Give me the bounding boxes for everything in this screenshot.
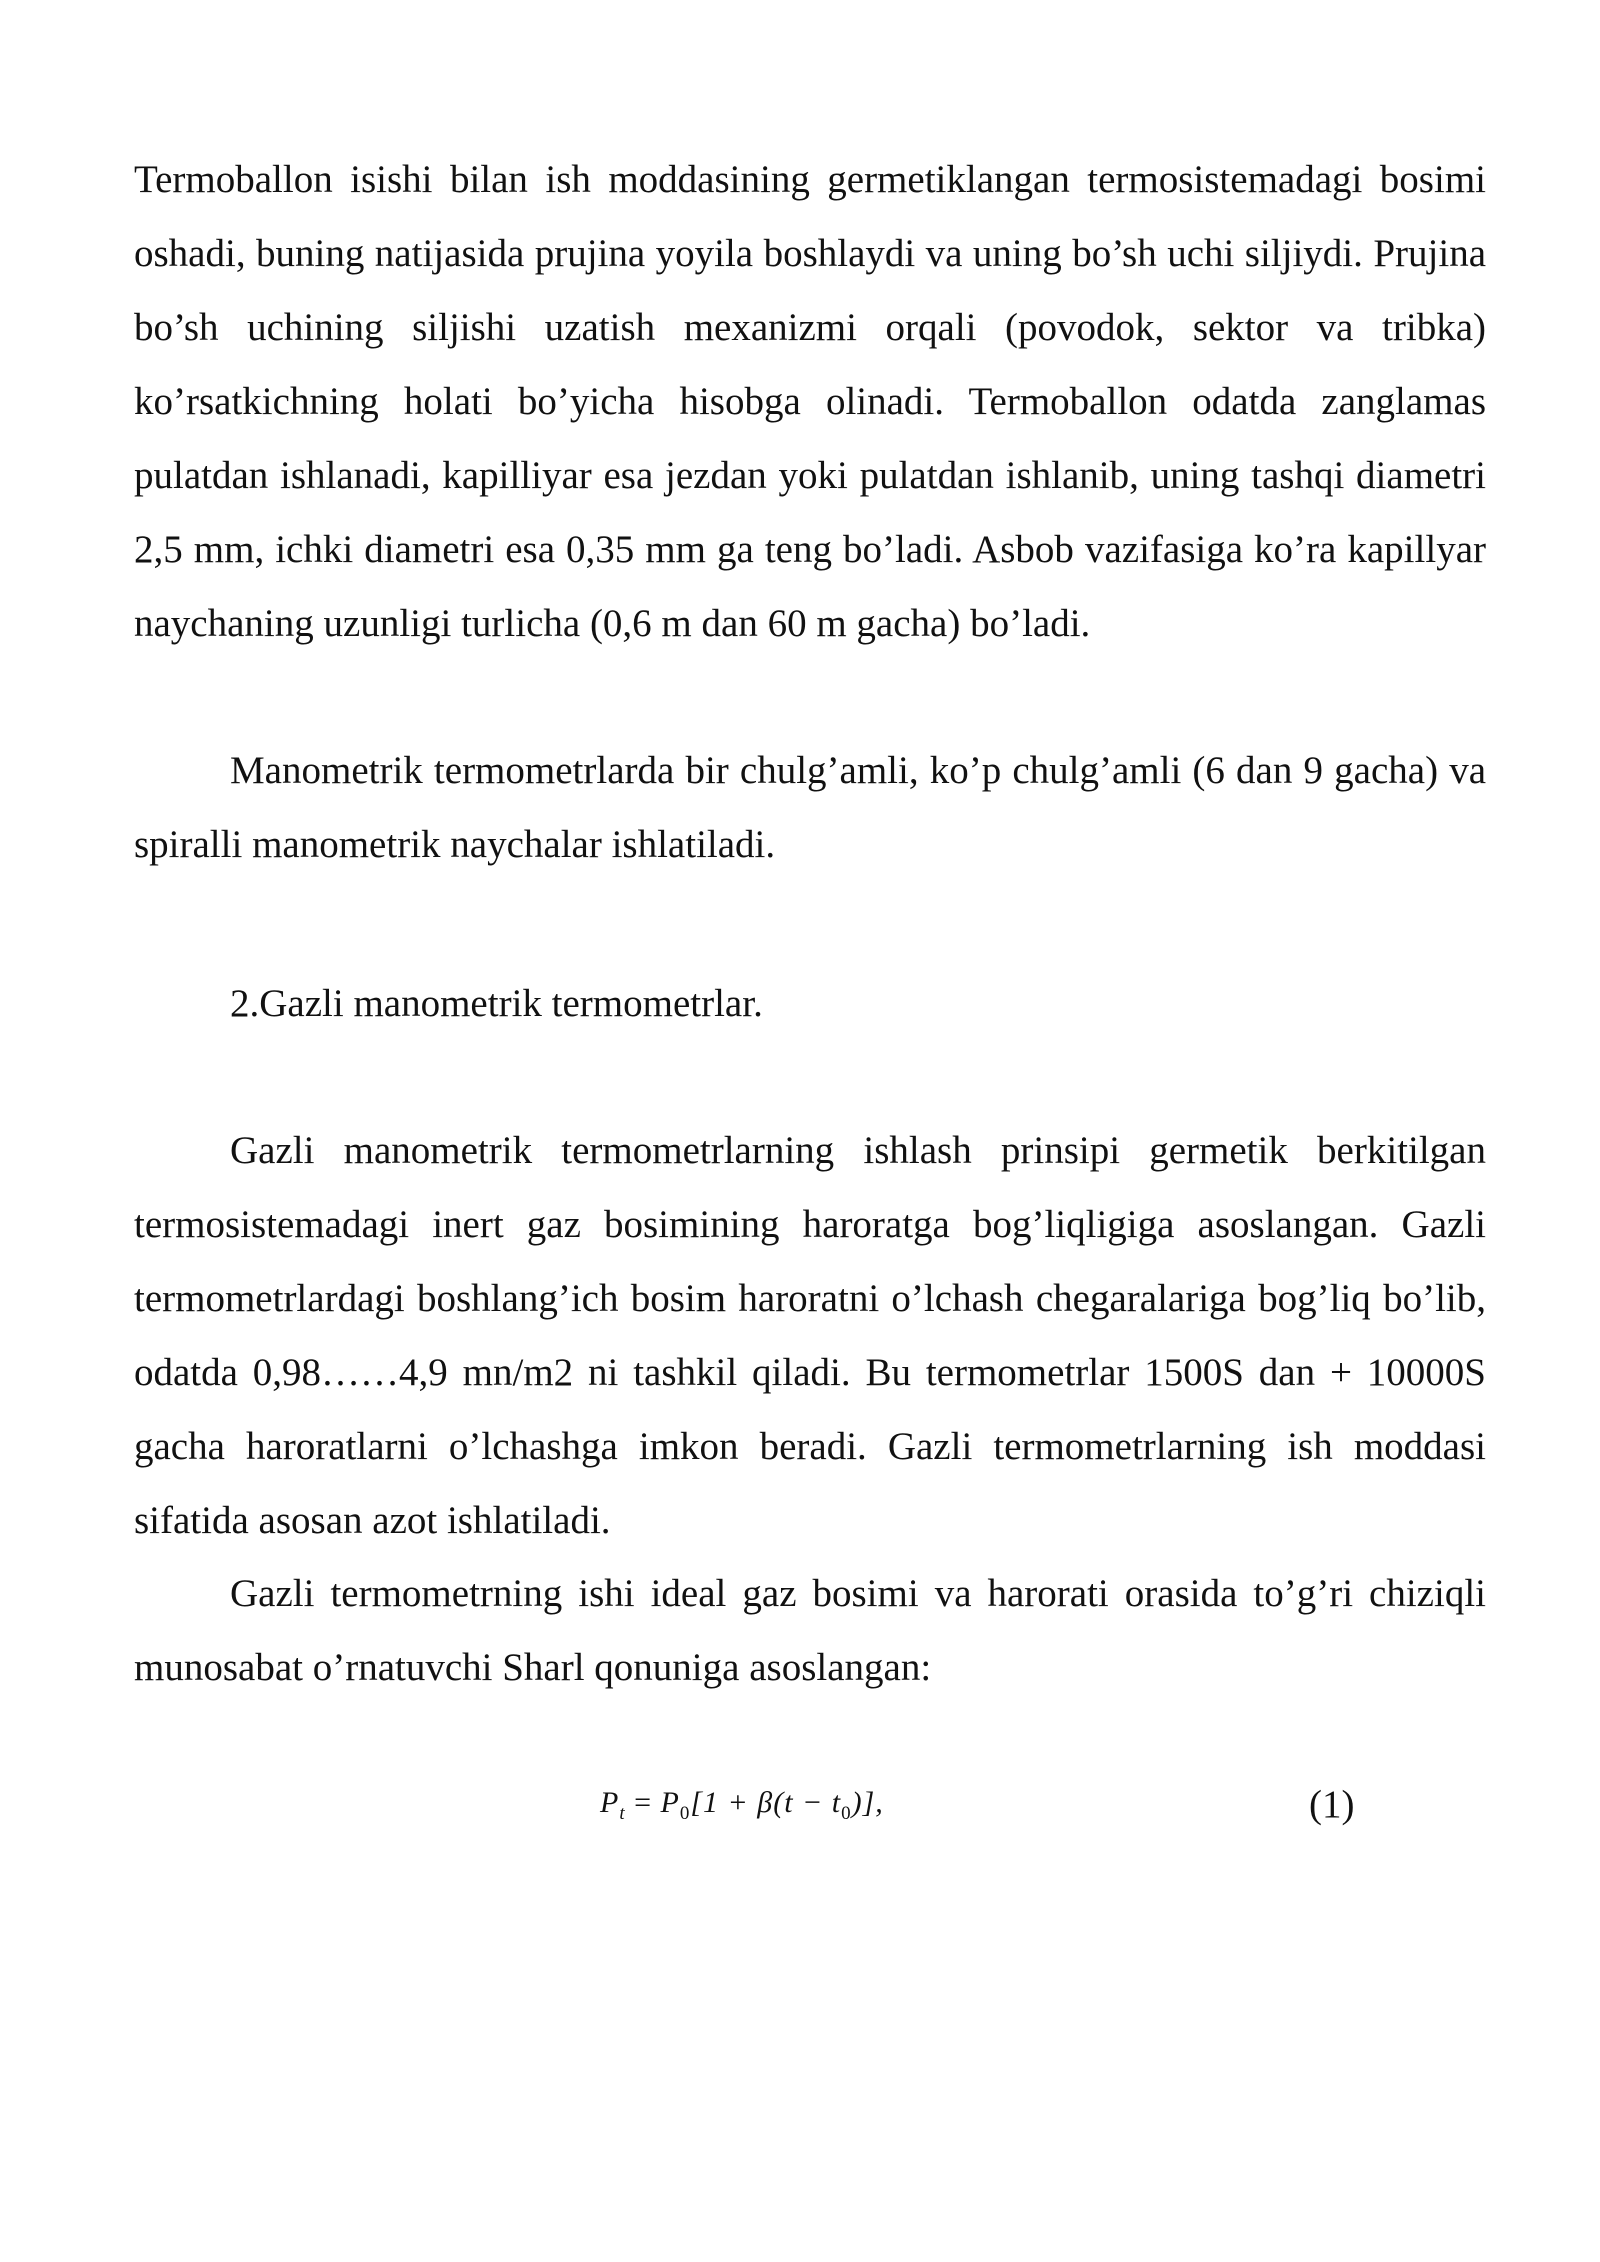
equation-formula — [600, 1786, 884, 1825]
section-heading: 2.Gazli manometrik termometrlar. — [230, 982, 763, 1025]
formula-pressure-symbol: P — [600, 1786, 620, 1819]
formula-bracket-expression: [1 + β(t − t — [690, 1786, 842, 1819]
formula-initial-pressure-symbol: P — [660, 1786, 680, 1819]
formula-subscript-t: t — [619, 1803, 626, 1824]
formula-equals: = — [625, 1786, 661, 1819]
paragraph-gazli-termometrlar: Gazli manometrik termometrlarning ishlash prinsipi germetik berkitilgan termosistemadagi inert gaz bosimining haroratga bog’liqligiga asoslangan. Gazli termometrlardagi boshlang’ich bosim haroratni o’lchash chegaralariga bog’liq bo’lib, odatda 0,98……4,9 mn/m2 ni tashkil qiladi. Bu termometrlar 1500S dan + 10000S gacha haroratlarni o’lchashga imkon beradi. Gazli termometrlarning ish moddasi sifatida asosan azot ishlatiladi. — [134, 1129, 1486, 1542]
formula-subscript-0: 0 — [679, 1803, 691, 1824]
formula-subscript-t0: 0 — [841, 1803, 852, 1824]
paragraph-sharl-qonuni: Gazli termometrning ishi ideal gaz bosimi va harorati orasida to’g’ri chiziqli munosabat o’rnatuvchi Sharl qonuniga asoslangan: — [134, 1572, 1486, 1689]
paragraph-manometrik-termometrlar: Manometrik termometrlarda bir chulg’amli, ko’p chulg’amli (6 dan 9 gacha) va spiralli manometrik naychalar ishlatiladi. — [134, 749, 1486, 866]
formula-closing: )], — [851, 1786, 884, 1819]
equation-number: (1) — [1309, 1783, 1355, 1826]
equation-row — [0, 1770, 1600, 1850]
paragraph-termoballon: Termoballon isishi bilan ish moddasining germetiklangan termosistemadagi bosimi oshadi, buning natijasida prujina yoyila boshlaydi va uning bo’sh uchi siljiydi. Prujina bo’sh uchining siljishi uzatish mexanizmi orqali (povodok, sektor va tribka) ko’rsatkichning holati bo’yicha hisobga olinadi. Termoballon odatda zanglamas pulatdan ishlanadi, kapilliyar esa jezdan yoki pulatdan ishlanib, uning tashqi diametri 2,5 mm, ichki diametri esa 0,35 mm ga teng bo’ladi. Asbob vazifasiga ko’ra kapillyar naychaning uzunligi turlicha (0,6 m dan 60 m gacha) bo’ladi. — [134, 158, 1486, 645]
